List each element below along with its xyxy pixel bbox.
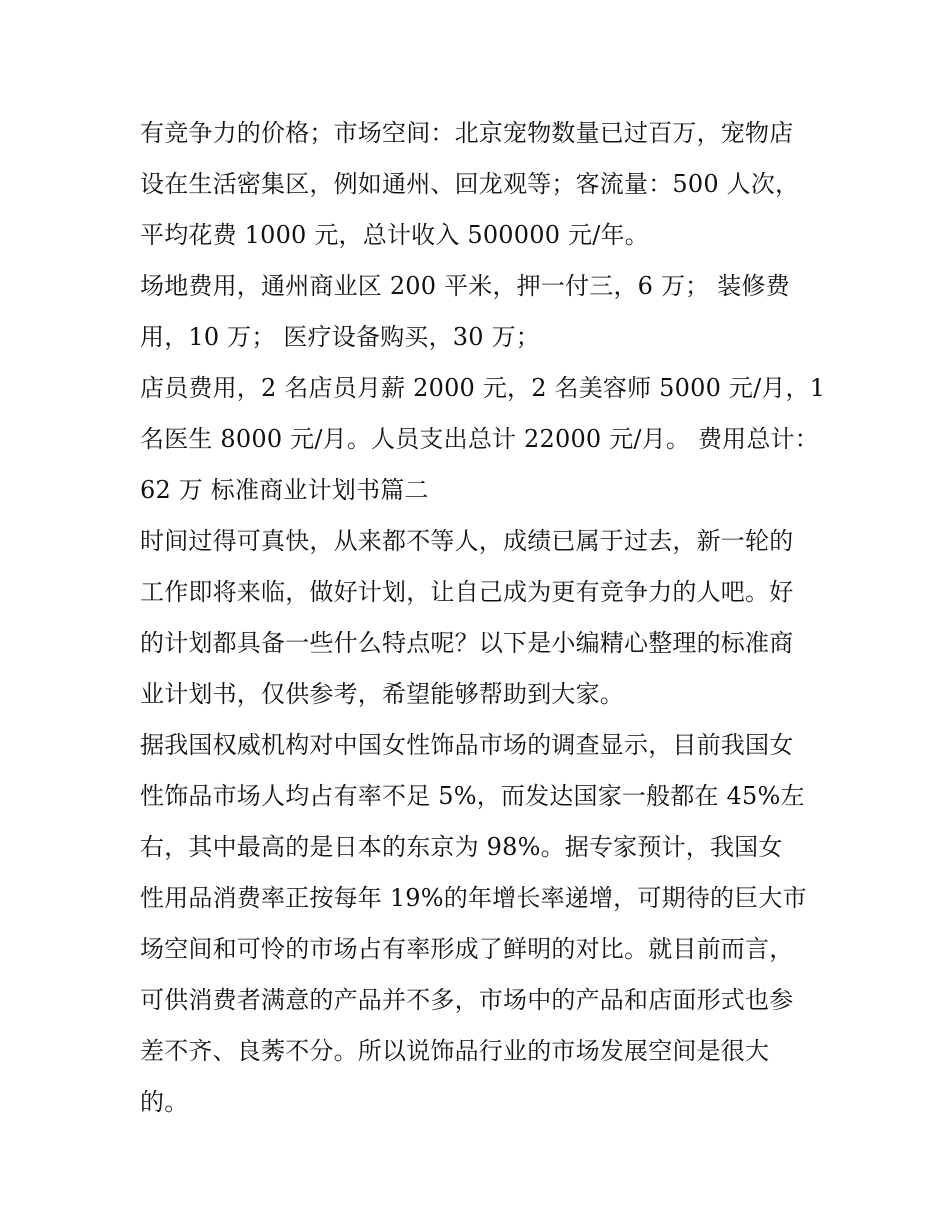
text-line: 平均花费 1000 元，总计收入 500000 元/年。 bbox=[140, 221, 649, 249]
text-line: 业计划书，仅供参考，希望能够帮助到大家。 bbox=[140, 680, 624, 708]
text-line: 场地费用，通州商业区 200 平米，押一付三，6 万； 装修费 bbox=[140, 272, 790, 300]
text-line: 场空间和可怜的市场占有率形成了鲜明的对比。就目前而言， bbox=[140, 935, 794, 963]
text-line: 据我国权威机构对中国女性饰品市场的调查显示，目前我国女 bbox=[140, 731, 794, 759]
text-line: 时间过得可真快，从来都不等人，成绩已属于过去，新一轮的 bbox=[140, 527, 794, 555]
text-line: 店员费用，2 名店员月薪 2000 元，2 名美容师 5000 元/月，1 bbox=[140, 374, 826, 402]
text-line: 有竞争力的价格；市场空间：北京宠物数量已过百万，宠物店 bbox=[140, 119, 794, 147]
section-heading: 62 万 标准商业计划书篇二 bbox=[140, 476, 429, 504]
text-line: 用，10 万； 医疗设备购买，30 万； bbox=[140, 323, 540, 351]
text-line: 工作即将来临，做好计划，让自己成为更有竞争力的人吧。好 bbox=[140, 578, 794, 606]
text-line: 差不齐、良莠不分。所以说饰品行业的市场发展空间是很大 bbox=[140, 1037, 770, 1065]
document-body bbox=[140, 108, 826, 1128]
text-line: 性用品消费率正按每年 19%的年增长率递增，可期待的巨大市 bbox=[140, 884, 807, 912]
text-line: 设在生活密集区，例如通州、回龙观等；客流量：500 人次， bbox=[140, 170, 800, 198]
text-line: 可供消费者满意的产品并不多，市场中的产品和店面形式也参 bbox=[140, 986, 794, 1014]
text-line: 的。 bbox=[140, 1088, 189, 1116]
text-line: 右，其中最高的是日本的东京为 98%。据专家预计，我国女 bbox=[140, 833, 783, 861]
text-line: 名医生 8000 元/月。人员支出总计 22000 元/月。 费用总计： bbox=[140, 425, 819, 453]
text-line: 的计划都具备一些什么特点呢？以下是小编精心整理的标准商 bbox=[140, 629, 794, 657]
text-line: 性饰品市场人均占有率不足 5%，而发达国家一般都在 45%左 bbox=[140, 782, 805, 810]
